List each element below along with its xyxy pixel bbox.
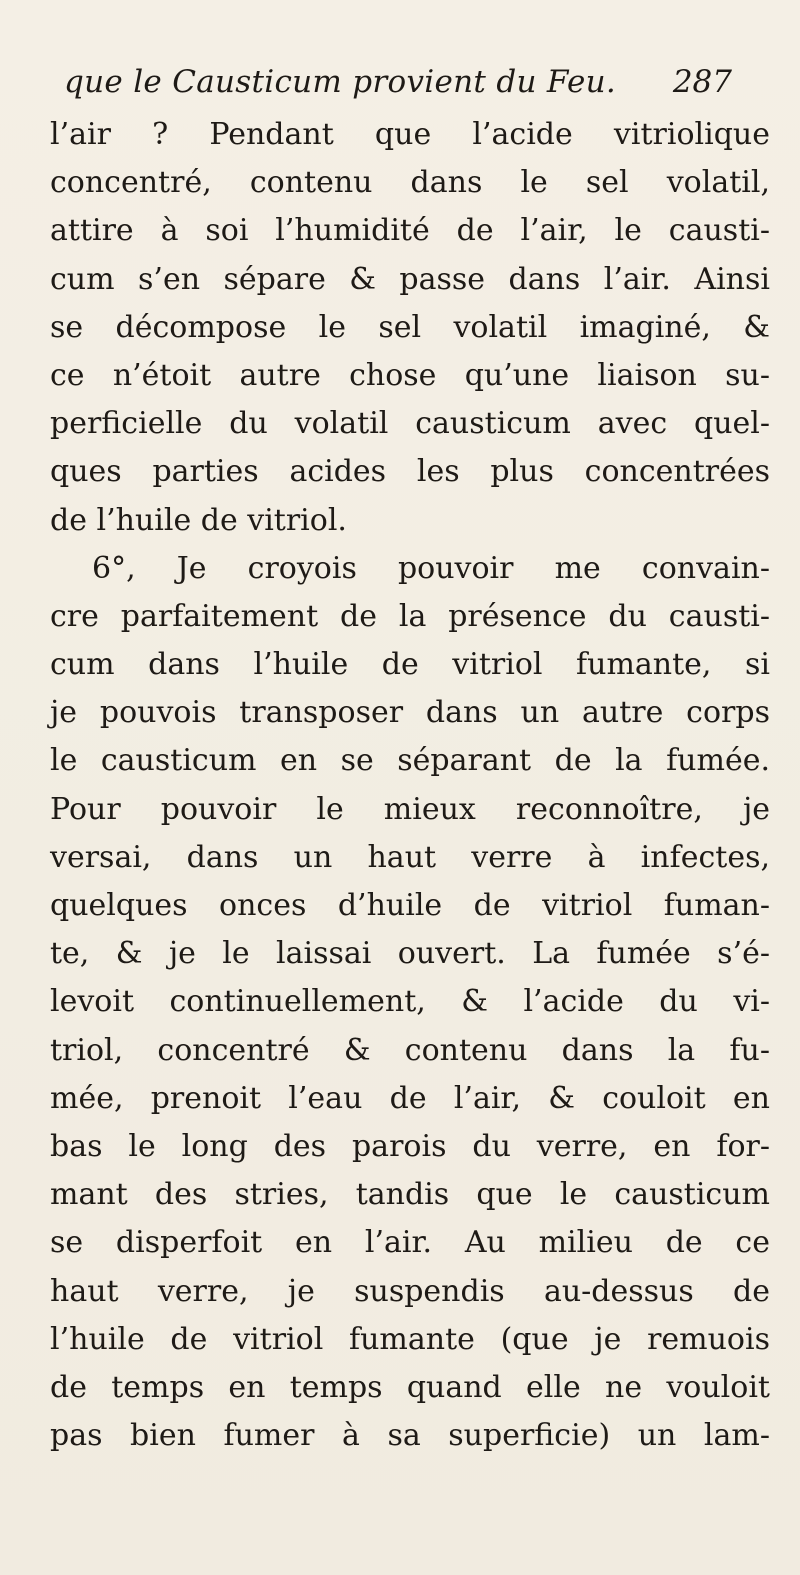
text-line: se disperfoit en l’air. Au milieu de ce — [50, 1225, 770, 1261]
running-title: que le Causticum provient du Feu. — [64, 64, 617, 100]
text-line: de l’huile de vitriol. — [50, 502, 347, 538]
text-line: perficielle du volatil causticum avec quel- — [50, 406, 770, 442]
text-line: bas le long des parois du verre, en for- — [50, 1128, 770, 1164]
text-line: attire à soi l’humidité de l’air, le causti- — [50, 213, 770, 249]
text-line: cum s’en sépare & passe dans l’air. Ainsi — [50, 261, 770, 297]
body-text — [50, 111, 770, 1460]
text-line: cre parfaitement de la présence du causti- — [50, 598, 770, 634]
text-line: de temps en temps quand elle ne vouloit — [50, 1369, 770, 1405]
text-line: concentré, contenu dans le sel volatil, — [50, 165, 770, 201]
text-line: ce n’étoit autre chose qu’une liaison su- — [50, 357, 770, 393]
text-line: se décompose le sel volatil imaginé, & — [50, 309, 770, 345]
page-number: 287 — [672, 64, 732, 100]
text-line: te, & je le laissai ouvert. La fumée s’é- — [50, 936, 770, 972]
text-line: 6°, Je croyois pouvoir me convain- — [92, 550, 770, 586]
text-line: l’air ? Pendant que l’acide vitriolique — [50, 117, 770, 152]
text-line: mée, prenoit l’eau de l’air, & couloit en — [50, 1080, 770, 1116]
text-line: pas bien fumer à sa superficie) un lam- — [50, 1418, 770, 1454]
text-line: Pour pouvoir le mieux reconnoître, je — [50, 791, 770, 827]
text-line: quelques onces d’huile de vitriol fuman- — [50, 888, 770, 923]
text-line: haut verre, je suspendis au-dessus de — [50, 1273, 770, 1309]
text-line: ques parties acides les plus concentrées — [50, 454, 770, 490]
text-line: triol, concentré & contenu dans la fu- — [50, 1032, 770, 1068]
text-line: cum dans l’huile de vitriol fumante, si — [50, 647, 770, 683]
text-line: versai, dans un haut verre à infectes, — [50, 839, 770, 875]
text-line: l’huile de vitriol fumante (que je remuois — [50, 1321, 770, 1357]
text-line: le causticum en se séparant de la fumée. — [50, 743, 770, 779]
text-line: levoit continuellement, & l’acide du vi- — [50, 984, 770, 1020]
text-line: mant des stries, tandis que le causticum — [50, 1177, 770, 1213]
text-line: je pouvois transposer dans un autre corps — [50, 695, 770, 731]
running-head — [60, 64, 760, 114]
